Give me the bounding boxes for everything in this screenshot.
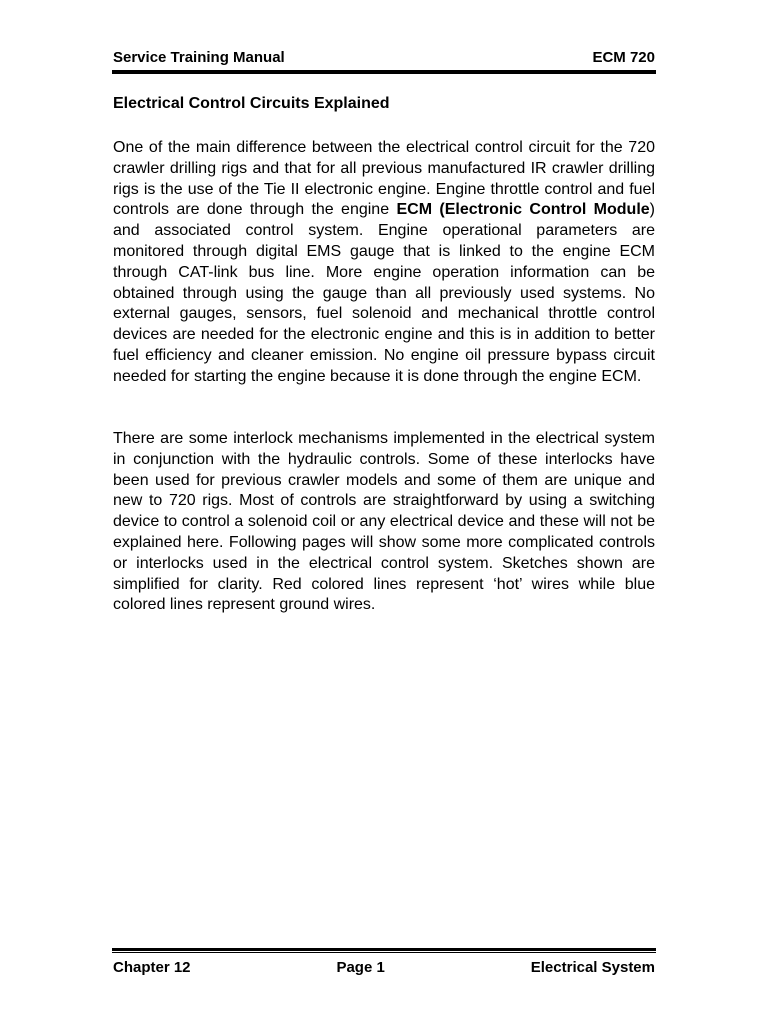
footer-divider-thin xyxy=(112,952,656,953)
section-name: Electrical System xyxy=(530,959,655,976)
paragraph-1-text-a: One of the main difference between the electrical control circuit for the 720 crawler drilling rigs and that for all previous manufactured IR crawler drilling rigs is the use of the Tie II electronic engine. Engine throttle control and fuel controls are done through the engine xyxy=(113,139,655,219)
footer-divider-thick xyxy=(112,948,656,951)
paragraph-2-text: There are some interlock mechanisms implemented in the electrical system in conjunction with the hydraulic controls. Some of these interlocks have been used for previous crawler models and some of them are unique and new to 720 rigs. Most of controls are straightforward by using a switching device to control a solenoid coil or any electrical device and these will not be explained here. Following pages will show some more complicated controls or interlocks used in the electrical control system. Sketches shown are simplified for clarity. Red colored lines represent ‘hot’ wires while blue colored lines represent ground wires. xyxy=(113,430,655,614)
paragraph-1 xyxy=(113,138,655,388)
chapter-label: Chapter 12 xyxy=(113,959,191,976)
ecm-term: ECM (Electronic Control Module xyxy=(396,201,650,219)
page-number: Page 1 xyxy=(336,959,385,976)
manual-title: Service Training Manual xyxy=(113,49,285,66)
paragraph-2 xyxy=(113,429,655,616)
page-footer xyxy=(113,959,655,977)
section-title: Electrical Control Circuits Explained xyxy=(113,95,390,112)
page-header xyxy=(113,49,655,67)
header-divider xyxy=(112,70,656,74)
model-label: ECM 720 xyxy=(592,49,655,66)
paragraph-1-text-b: ) and associated control system. Engine operational parameters are monitored through digital EMS gauge that is linked to the engine ECM through CAT-link bus line. More engine operation information can be obtained through using the gauge than all previously used systems. No external gauges, sensors, fuel solenoid and mechanical throttle control devices are needed for the electronic engine and this is in addition to better fuel efficiency and cleaner emission. No engine oil pressure bypass circuit needed for starting the engine because it is done through the engine ECM. xyxy=(113,201,655,385)
